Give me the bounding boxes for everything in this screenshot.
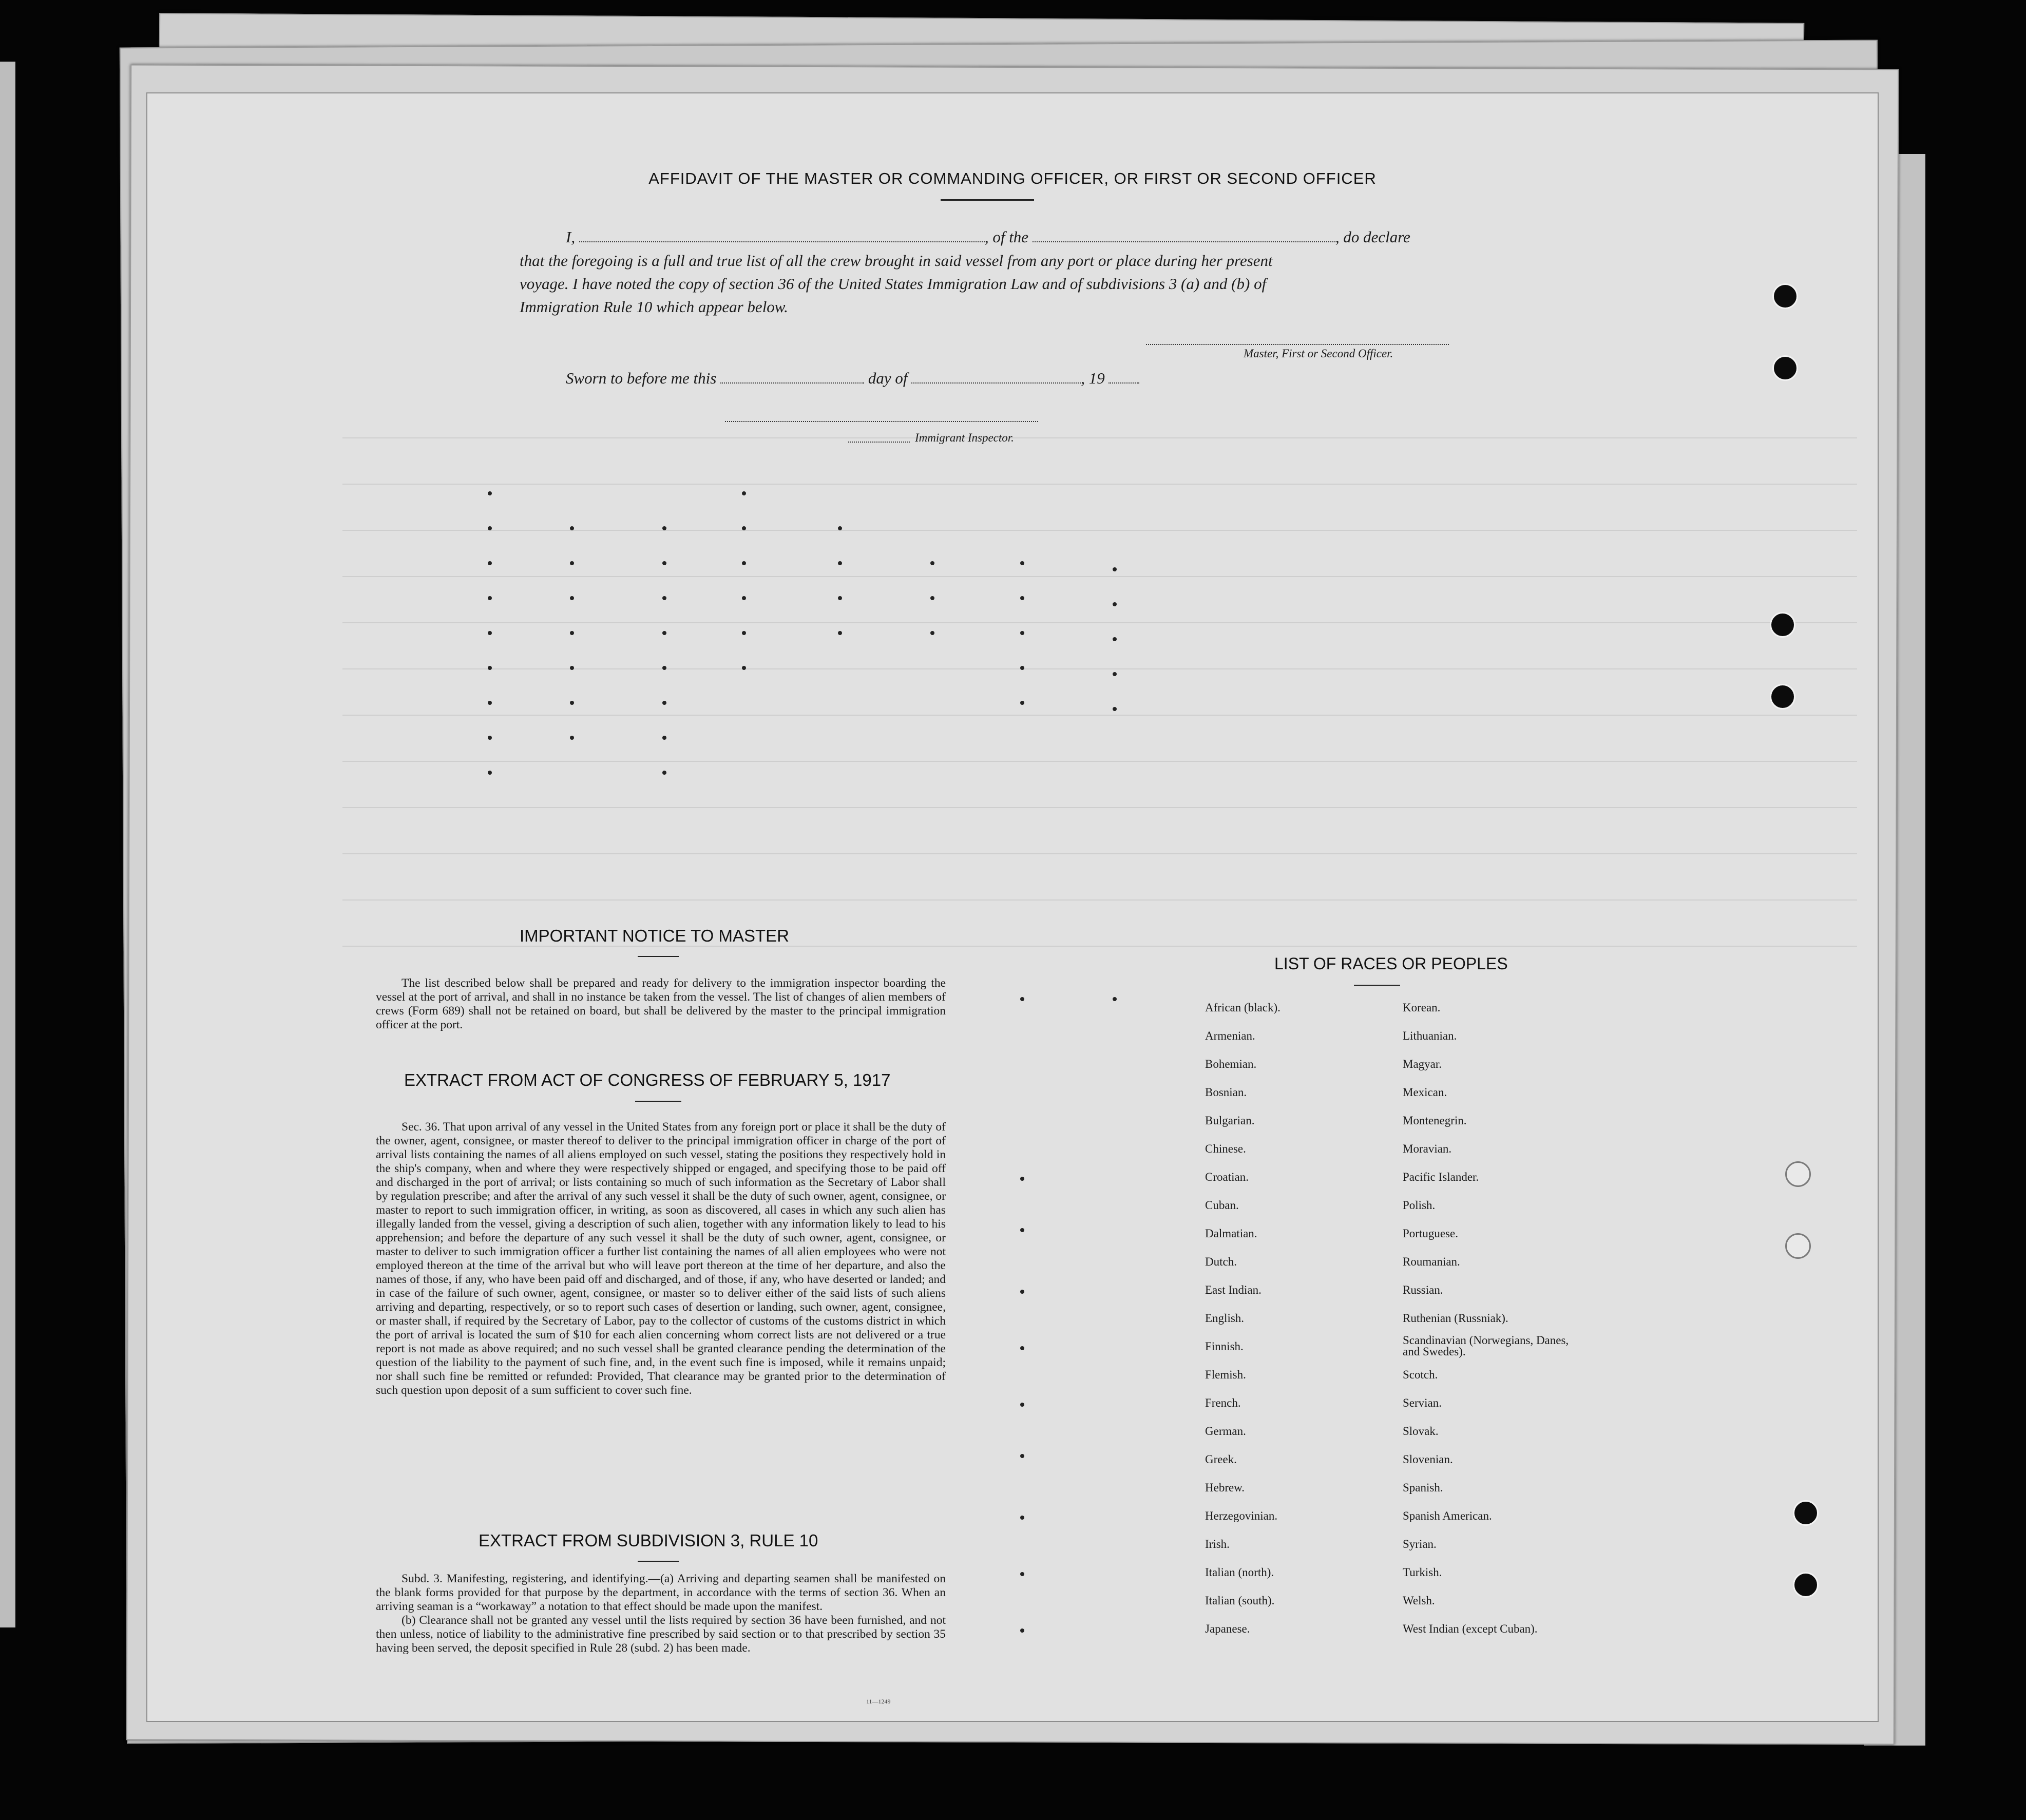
manifest-page: [146, 92, 1879, 1722]
column-dot: [570, 526, 574, 530]
column-dot: [662, 631, 666, 635]
affidavit-declare: , do declare: [1335, 228, 1410, 246]
race-item: Pacific Islander.: [1403, 1171, 1479, 1183]
race-item: Bohemian.: [1205, 1058, 1257, 1070]
column-dot: [742, 561, 746, 565]
race-item: Ruthenian (Russniak).: [1403, 1312, 1508, 1325]
sworn-text: Sworn to before me this: [566, 369, 717, 387]
column-dot: [1113, 672, 1117, 676]
race-item: Slovak.: [1403, 1425, 1439, 1438]
binder-hole: [1772, 355, 1798, 381]
column-dot: [488, 596, 492, 600]
ghost-row: [342, 715, 1857, 716]
race-item: Italian (north).: [1205, 1566, 1274, 1579]
binder-hole: [1772, 283, 1798, 309]
race-item: Turkish.: [1403, 1566, 1442, 1579]
race-item: African (black).: [1205, 1001, 1280, 1014]
race-item: Korean.: [1403, 1001, 1441, 1014]
column-dot: [1113, 997, 1117, 1001]
affidavit-line-4: Immigration Rule 10 which appear below.: [520, 298, 788, 316]
sworn-line: [566, 369, 1139, 388]
column-dot: [1113, 567, 1117, 571]
column-dot: [742, 491, 746, 495]
column-dot: [742, 666, 746, 670]
column-dot: [1020, 561, 1024, 565]
ghost-row: [342, 576, 1857, 577]
race-item: Scotch.: [1403, 1368, 1438, 1381]
inspector-label: Immigrant Inspector.: [915, 431, 1014, 444]
rule-rule: [638, 1561, 679, 1562]
column-dot: [930, 561, 934, 565]
race-item: Roumanian.: [1403, 1255, 1460, 1268]
race-item: Lithuanian.: [1403, 1029, 1457, 1042]
column-dot: [488, 736, 492, 740]
column-dot: [1020, 1290, 1024, 1294]
act-rule: [635, 1101, 681, 1102]
ghost-row: [342, 899, 1857, 901]
column-dot: [488, 701, 492, 705]
form-code: 11—1249: [866, 1698, 891, 1705]
column-dot: [488, 526, 492, 530]
race-item: Mexican.: [1403, 1086, 1447, 1099]
affidavit-of-the: , of the: [984, 228, 1029, 246]
race-item: Russian.: [1403, 1283, 1443, 1296]
rule-subd-a: Subd. 3. Manifesting, registering, and identifying.—(a) Arriving and departing seamen shall be manifested on the blank forms provided for that purpose by the department, in accordance with the terms of section 36. When an arriving seaman is a “workaway” a notation to that effect should be made upon the manifest.: [376, 1572, 946, 1613]
column-dot: [662, 701, 666, 705]
affidavit-line-3: voyage. I have noted the copy of section 36 of the United States Immigration Law and of subdivisions 3 (a) and (b) of: [520, 275, 1267, 293]
column-dot: [488, 666, 492, 670]
column-dot: [1020, 1454, 1024, 1458]
race-item: German.: [1205, 1425, 1246, 1438]
column-dot: [1020, 631, 1024, 635]
affidavit-i-label: I,: [566, 228, 576, 246]
race-item: Bosnian.: [1205, 1086, 1247, 1099]
race-item: Portuguese.: [1403, 1227, 1458, 1240]
race-item: Syrian.: [1403, 1538, 1437, 1550]
column-dot: [570, 561, 574, 565]
column-dot: [1113, 637, 1117, 641]
year-prefix: , 19: [1081, 369, 1105, 387]
year-blank: [1108, 370, 1139, 384]
column-dot: [662, 666, 666, 670]
rule-text-block: [376, 1572, 946, 1655]
day-blank: [720, 370, 864, 384]
affidavit-title: AFFIDAVIT OF THE MASTER OR COMMANDING OFFICER, OR FIRST OR SECOND OFFICER: [648, 169, 1377, 187]
race-item: Dalmatian.: [1205, 1227, 1257, 1240]
race-item: Irish.: [1205, 1538, 1230, 1550]
column-dot: [488, 631, 492, 635]
race-item: Magyar.: [1403, 1058, 1442, 1070]
column-dot: [838, 596, 842, 600]
master-signature-line: [1146, 344, 1449, 345]
column-dot: [1020, 666, 1024, 670]
edge-strip-left: [0, 62, 15, 1627]
ghost-row: [342, 437, 1857, 438]
race-item: French.: [1205, 1396, 1241, 1409]
race-item: Flemish.: [1205, 1368, 1246, 1381]
column-dot: [488, 771, 492, 775]
column-dot: [570, 701, 574, 705]
race-item: Bulgarian.: [1205, 1114, 1255, 1127]
column-dot: [930, 596, 934, 600]
inspector-signature-line: [725, 421, 1038, 422]
race-item: Montenegrin.: [1403, 1114, 1467, 1127]
column-dot: [1020, 997, 1024, 1001]
ghost-row: [342, 853, 1857, 854]
ghost-row: [342, 761, 1857, 762]
race-item: Italian (south).: [1205, 1594, 1275, 1607]
column-dot: [1020, 1572, 1024, 1576]
column-dot: [1113, 707, 1117, 711]
column-dot: [742, 596, 746, 600]
column-dot: [1113, 602, 1117, 606]
race-item: Croatian.: [1205, 1171, 1249, 1183]
column-dot: [1020, 1228, 1024, 1232]
title-rule: [941, 199, 1034, 201]
ghost-row: [342, 807, 1857, 808]
race-item: Scandinavian (Norwegians, Danes, and Swedes).: [1403, 1334, 1569, 1358]
column-dot: [1020, 1516, 1024, 1520]
column-dot: [1020, 1346, 1024, 1350]
column-dot: [488, 561, 492, 565]
ghost-row: [342, 946, 1857, 947]
affidavit-line-2: that the foregoing is a full and true list of all the crew brought in said vessel from any port or place during her present: [520, 252, 1273, 270]
affidavit-line-1: [566, 228, 1410, 246]
binder-hole: [1793, 1500, 1819, 1526]
race-item: English.: [1205, 1312, 1245, 1325]
race-item: Hebrew.: [1205, 1481, 1245, 1494]
column-dot: [488, 491, 492, 495]
race-item: Servian.: [1403, 1396, 1442, 1409]
race-item: Armenian.: [1205, 1029, 1255, 1042]
name-blank: [579, 229, 985, 242]
column-dot: [742, 631, 746, 635]
column-dot: [570, 631, 574, 635]
column-dot: [570, 596, 574, 600]
column-dot: [662, 561, 666, 565]
notice-text: The list described below shall be prepared and ready for delivery to the immigration inspector boarding the vessel at the port of arrival, and shall in no instance be taken from the vessel. The list of changes of alien members of crews (Form 689) shall not be retained on board, but shall be delivered by the master to the principal immigration officer at the port.: [376, 976, 946, 1031]
column-dot: [1020, 701, 1024, 705]
notice-rule: [638, 956, 679, 957]
binder-hole: [1793, 1572, 1819, 1598]
race-item: Dutch.: [1205, 1255, 1237, 1268]
vessel-blank: [1033, 229, 1335, 242]
column-dot: [662, 596, 666, 600]
race-item: Herzegovinian.: [1205, 1509, 1278, 1522]
race-item: Finnish.: [1205, 1340, 1244, 1353]
race-item: Cuban.: [1205, 1199, 1239, 1212]
act-section-36-text: Sec. 36. That upon arrival of any vessel in the United States from any foreign port or place it shall be the duty of the owner, agent, consignee, or master thereof to deliver to the principal immigration officer in charge of the port of arrival lists containing the names of all aliens employed on such vessel, stating the positions they respectively hold in the ship's company, when and where they were respectively shipped or engaged, and specifying those to be paid off and discharged in the port of arrival; or lists containing so much of such information as the Secretary of Labor shall by regulation prescribe; and after the arrival of any such vessel it shall be the duty of such owner, agent, consignee, or master to report to such immigration officer, in writing, as soon as discovered, all cases in which any such alien has illegally landed from the vessel, giving a description of such alien, together with any information likely to lead to his apprehension; and before the departure of any such vessel it shall be the duty of such owner, agent, consignee, or master to deliver to such immigration officer a further list containing the names of all alien employees who were not employed thereon at the time of the arrival but who will leave port thereon at the time of her departure, and also the names of those, if any, who have been paid off and discharged, and of those, if any, who have deserted or landed; and in case of the failure of such owner, agent, consignee, or master so to deliver either of the said lists of such aliens arriving and departing, respectively, or so to report such cases of desertion or landing, such owner, agent, consignee, or master shall, if required by the Secretary of Labor, pay to the collector of customs of the customs district in which the port of arrival is located the sum of $10 for each alien concerning whom correct lists are not delivered or a true report is not made as above required; and no such vessel shall be granted clearance pending the determination of the question of the liability to the payment of such fine, and, in the event such fine is imposed, while it remains unpaid; nor shall such fine be remitted or refunded: Provided, That clearance may be granted prior to the determination of such question upon deposit of a sum sufficient to cover such fine.: [376, 1120, 946, 1397]
races-heading: LIST OF RACES OR PEOPLES: [1274, 954, 1508, 973]
ghost-row: [342, 622, 1857, 623]
binder-hole: [1785, 1161, 1811, 1187]
column-dot: [570, 736, 574, 740]
ghost-row: [342, 530, 1857, 531]
binder-hole: [1785, 1233, 1811, 1259]
binder-hole: [1770, 684, 1795, 710]
race-item: Chinese.: [1205, 1142, 1246, 1155]
ghost-row: [342, 484, 1857, 485]
column-dot: [838, 631, 842, 635]
column-dot: [1020, 596, 1024, 600]
race-item: Japanese.: [1205, 1622, 1250, 1635]
column-dot: [1020, 1629, 1024, 1633]
rule-heading: EXTRACT FROM SUBDIVISION 3, RULE 10: [479, 1531, 818, 1550]
race-item: Spanish.: [1403, 1481, 1443, 1494]
day-of-label: day of: [868, 369, 908, 387]
column-dot: [662, 736, 666, 740]
binder-hole: [1770, 612, 1795, 638]
race-item: Polish.: [1403, 1199, 1436, 1212]
column-dot: [838, 561, 842, 565]
act-text-block: [376, 1120, 946, 1397]
column-dot: [662, 771, 666, 775]
race-item: East Indian.: [1205, 1283, 1262, 1296]
column-dot: [1020, 1403, 1024, 1407]
notice-heading: IMPORTANT NOTICE TO MASTER: [520, 926, 790, 945]
inspector-tick: [848, 442, 910, 443]
column-dot: [838, 526, 842, 530]
column-dot: [662, 526, 666, 530]
race-item: West Indian (except Cuban).: [1403, 1622, 1538, 1635]
races-rule: [1354, 985, 1400, 986]
race-item: Slovenian.: [1403, 1453, 1453, 1466]
column-dot: [742, 526, 746, 530]
notice-text-block: [376, 976, 946, 1032]
column-dot: [1020, 1177, 1024, 1181]
race-item: Welsh.: [1403, 1594, 1435, 1607]
race-item: Greek.: [1205, 1453, 1237, 1466]
race-item: Spanish American.: [1403, 1509, 1492, 1522]
column-dot: [570, 666, 574, 670]
race-item: Moravian.: [1403, 1142, 1452, 1155]
master-signature-label: Master, First or Second Officer.: [1244, 347, 1393, 360]
column-dot: [930, 631, 934, 635]
month-blank: [911, 370, 1081, 384]
rule-subd-b: (b) Clearance shall not be granted any vessel until the lists required by section 36 have been furnished, and not then unless, notice of liability to the administrative fine prescribed by said section or to that prescribed by section 35 having been served, the deposit specified in Rule 28 (subd. 2) has been made.: [376, 1614, 946, 1655]
act-heading: EXTRACT FROM ACT OF CONGRESS OF FEBRUARY 5, 1917: [404, 1070, 891, 1089]
